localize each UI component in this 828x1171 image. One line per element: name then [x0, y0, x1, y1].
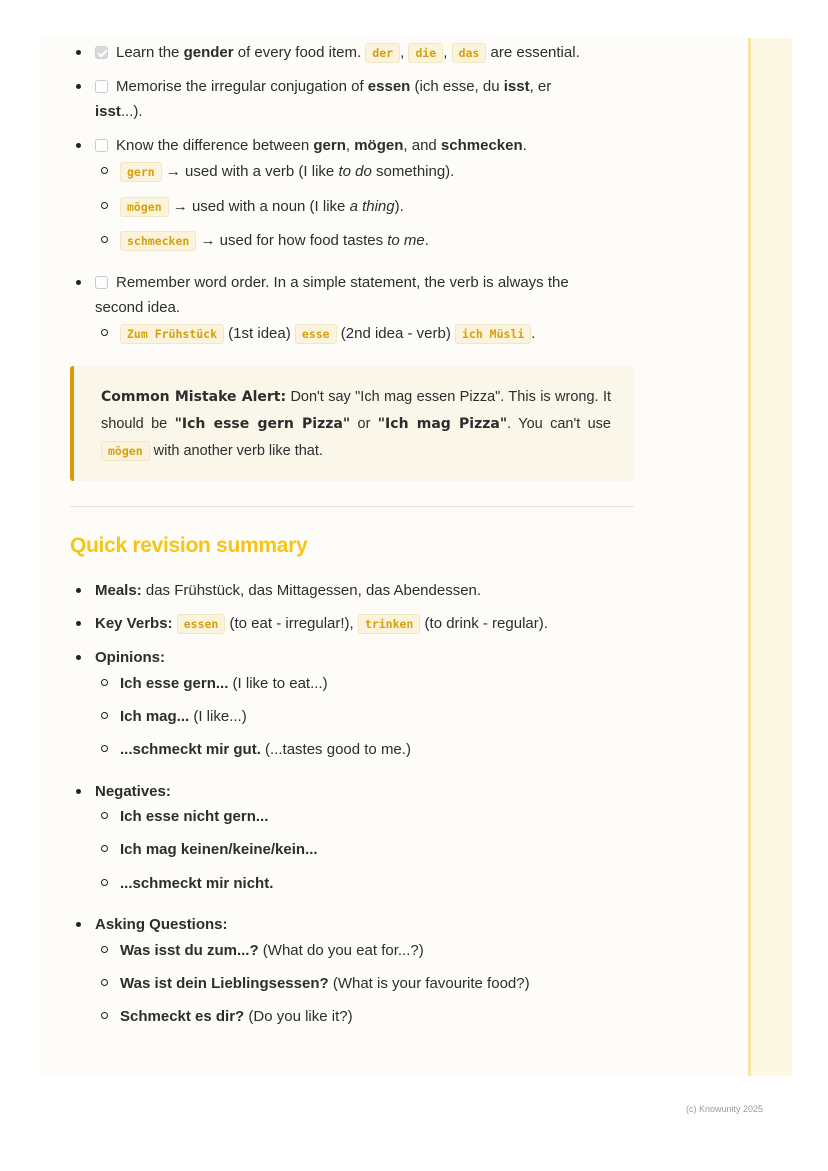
- sub-item-schmecken: [101, 228, 429, 254]
- checklist-item-conjugation: [76, 74, 636, 124]
- bullet-dot: [76, 789, 81, 794]
- text: (1st idea): [224, 325, 295, 342]
- bold-text: Schmeckt es dir?: [120, 1008, 245, 1025]
- text: → used for how food tastes: [196, 232, 388, 249]
- bullet-dot: [76, 280, 81, 285]
- code-der: der: [365, 43, 400, 63]
- italic-text: a thing: [349, 198, 395, 215]
- code-das: das: [452, 43, 487, 63]
- bullet-dot: [76, 655, 81, 660]
- checklist-item-difference: [76, 133, 527, 158]
- opinion-item: [101, 704, 247, 729]
- right-margin-bar: [748, 38, 792, 1076]
- bullet-dot: [76, 84, 81, 89]
- checklist-item-gender: Learn the gender of every food item. der , die , das are essential.: [76, 40, 580, 66]
- opinion-item: [101, 737, 411, 762]
- bold-text: essen: [367, 78, 411, 95]
- text: das Frühstück, das Mittagessen, das Abendessen.: [141, 582, 482, 599]
- bullet-ring: [101, 679, 108, 686]
- text: ).: [394, 198, 404, 215]
- summary-negatives: [76, 779, 171, 804]
- text: Remember word order. In a simple statement, the verb is always the: [116, 274, 569, 291]
- text: . You can't use: [507, 416, 611, 432]
- bullet-dot: [76, 922, 81, 927]
- bold-text: Negatives:: [95, 783, 171, 800]
- bullet-ring: [101, 1012, 108, 1019]
- checklist-item-word-order: [76, 270, 636, 320]
- bullet-ring: [101, 812, 108, 819]
- opinion-item: [101, 671, 328, 696]
- text: (2nd idea - verb): [336, 325, 455, 342]
- code-trinken: trinken: [358, 614, 420, 634]
- code-esse: esse: [295, 324, 337, 344]
- text: → used with a verb (I like: [161, 163, 339, 180]
- text: .: [522, 137, 527, 154]
- code-zum-fruehstueck: Zum Frühstück: [120, 324, 224, 344]
- negative-item: [101, 804, 268, 829]
- text: , and: [403, 137, 441, 154]
- text: (What is your favourite food?): [328, 975, 530, 992]
- text: (ich esse, du: [410, 78, 504, 95]
- sub-item-moegen: [101, 194, 404, 220]
- bold-text: gender: [183, 44, 234, 61]
- bold-text: Ich esse nicht gern...: [120, 808, 269, 825]
- italic-text: to do: [338, 163, 372, 180]
- sub-item-word-order-example: [101, 321, 535, 347]
- code-gern: gern: [120, 162, 162, 182]
- text: Learn the: [116, 44, 184, 61]
- bullet-dot: [76, 143, 81, 148]
- text: with another verb like that.: [149, 443, 323, 459]
- sub-item-gern: [101, 159, 454, 185]
- alert-label: Common Mistake Alert:: [101, 389, 287, 405]
- text: (I like to eat...): [228, 675, 328, 692]
- code-moegen: mögen: [120, 197, 169, 217]
- bold-text: schmecken: [440, 137, 523, 154]
- text: ,: [345, 137, 355, 154]
- text: .: [531, 325, 536, 342]
- summary-key-verbs: [76, 611, 548, 637]
- section-title: Quick revision summary: [70, 534, 308, 557]
- bold-text: isst: [95, 103, 121, 120]
- bullet-ring: [101, 946, 108, 953]
- text: (Do you like it?): [244, 1008, 353, 1025]
- bullet-ring: [101, 167, 108, 174]
- divider: [70, 506, 634, 507]
- text: (What do you eat for...?): [258, 942, 424, 959]
- text: (...tastes good to me.): [260, 741, 411, 758]
- alert-text: [101, 384, 611, 465]
- bullet-ring: [101, 979, 108, 986]
- text: second idea.: [95, 299, 181, 316]
- question-item: [101, 938, 424, 963]
- bullet-ring: [101, 236, 108, 243]
- code-ich-muesli: ich Müsli: [455, 324, 531, 344]
- text: , er: [529, 78, 552, 95]
- bold-text: Meals:: [95, 582, 142, 599]
- bullet-ring: [101, 329, 108, 336]
- bold-text: ...schmeckt mir nicht.: [120, 875, 274, 892]
- text: .: [424, 232, 429, 249]
- bold-text: Was ist dein Lieblingsessen?: [120, 975, 329, 992]
- text: Know the difference between: [116, 137, 314, 154]
- bold-text: ...schmeckt mir gut.: [120, 741, 261, 758]
- checkbox[interactable]: [95, 276, 108, 289]
- bold-text: Was isst du zum...?: [120, 942, 259, 959]
- text: (to drink - regular).: [420, 615, 548, 632]
- text: Memorise the irregular conjugation of: [116, 78, 368, 95]
- code-schmecken: schmecken: [120, 231, 196, 251]
- bold-text: "Ich esse gern Pizza": [174, 416, 351, 432]
- bold-text: Ich esse gern...: [120, 675, 229, 692]
- text: are essential.: [490, 44, 580, 61]
- bullet-ring: [101, 845, 108, 852]
- bold-text: Asking Questions:: [95, 916, 228, 933]
- text: (I like...): [189, 708, 247, 725]
- code-essen: essen: [177, 614, 226, 634]
- checkbox[interactable]: [95, 139, 108, 152]
- bold-text: mögen: [354, 137, 404, 154]
- text: ...).: [120, 103, 143, 120]
- bold-text: isst: [503, 78, 530, 95]
- bullet-ring: [101, 202, 108, 209]
- negative-item: [101, 871, 273, 896]
- summary-opinions: [76, 645, 165, 670]
- italic-text: to me: [387, 232, 425, 249]
- summary-meals: [76, 578, 481, 603]
- copyright-footer: (c) Knowunity 2025: [686, 1104, 764, 1114]
- text: or: [350, 416, 378, 432]
- bullet-dot: [76, 588, 81, 593]
- text: → used with a noun (I like: [168, 198, 350, 215]
- bullet-ring: [101, 879, 108, 886]
- bold-text: Ich mag...: [120, 708, 190, 725]
- bold-text: Key Verbs:: [95, 615, 173, 632]
- bold-text: Opinions:: [95, 649, 165, 666]
- text: something).: [371, 163, 455, 180]
- question-item: [101, 1004, 353, 1029]
- bullet-dot: [76, 50, 81, 55]
- code-die: die: [408, 43, 443, 63]
- checkbox[interactable]: [95, 80, 108, 93]
- checkbox-checked[interactable]: [95, 46, 108, 59]
- text: (to eat - irregular!),: [225, 615, 358, 632]
- text: Don't say "Ich mag essen Pizza". This is wrong. It should be: [101, 389, 612, 432]
- text: of every food item.: [233, 44, 362, 61]
- bullet-dot: [76, 621, 81, 626]
- summary-asking-questions: [76, 912, 228, 937]
- bullet-ring: [101, 745, 108, 752]
- code-moegen: mögen: [101, 441, 150, 461]
- bold-text: gern: [313, 137, 346, 154]
- negative-item: [101, 837, 318, 862]
- bold-text: "Ich mag Pizza": [377, 416, 508, 432]
- bold-text: Ich mag keinen/keine/kein...: [120, 841, 318, 858]
- bullet-ring: [101, 712, 108, 719]
- common-mistake-alert: [70, 366, 634, 481]
- question-item: [101, 971, 530, 996]
